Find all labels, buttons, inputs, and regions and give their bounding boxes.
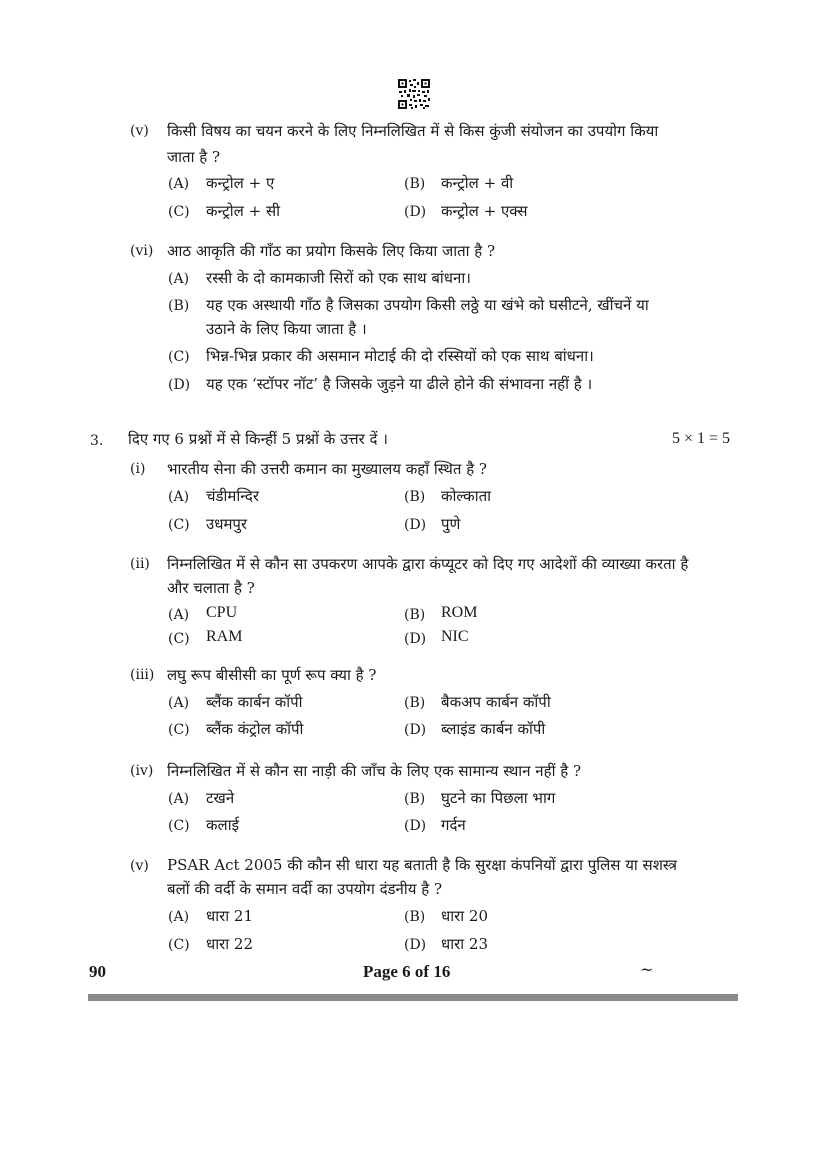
option-text: RAM [206, 628, 243, 645]
option-text: पुणे [441, 515, 461, 533]
option-letter: (D) [404, 722, 427, 738]
option-letter: (D) [404, 631, 427, 647]
option-letter: (D) [404, 204, 427, 220]
section-number: 3. [90, 433, 104, 449]
option-text: यह एक ‘स्टॉपर नॉट’ है जिसके जुड़ने या ढीले होने की संभावना नहीं है । [206, 375, 593, 393]
question-text-cont: बलों की वर्दी के समान वर्दी का उपयोग दंडनीय है ? [167, 880, 443, 898]
option-letter: (C) [168, 631, 190, 647]
option-text: NIC [441, 628, 469, 645]
option-letter: (A) [168, 489, 190, 505]
option-letter: (C) [168, 204, 190, 220]
option-text: कन्ट्रोल + सी [206, 202, 280, 220]
option-text: ब्लैंक कंट्रोल कॉपी [206, 720, 304, 738]
question-number: (v) [130, 123, 149, 139]
option-text: बैकअप कार्बन कॉपी [441, 693, 551, 711]
option-text: ROM [441, 604, 478, 621]
option-letter: (A) [168, 909, 190, 925]
option-text: ब्लैंक कार्बन कॉपी [206, 693, 303, 711]
question-number: (iv) [130, 763, 154, 779]
option-letter: (C) [168, 818, 190, 834]
option-letter: (D) [168, 377, 191, 393]
question-number: (v) [130, 858, 149, 874]
option-letter: (A) [168, 695, 190, 711]
qr-code-icon [397, 78, 431, 110]
option-letter: (D) [404, 517, 427, 533]
page-number: Page 6 of 16 [363, 962, 451, 981]
option-text: उधमपुर [206, 515, 248, 533]
option-text: कलाई [206, 816, 239, 834]
option-letter: (B) [404, 607, 426, 623]
option-text: धारा 23 [441, 935, 488, 953]
question-text: PSAR Act 2005 की कौन सी धारा यह बताती है कि सुरक्षा कंपनियों द्वारा पुलिस या सशस्त्र [167, 856, 678, 874]
option-letter: (B) [168, 298, 190, 314]
option-text: ब्लाइंड कार्बन कॉपी [441, 720, 546, 738]
option-letter: (A) [168, 791, 190, 807]
option-text: कन्ट्रोल + वी [441, 174, 514, 192]
option-text: CPU [206, 604, 238, 621]
section-instruction: दिए गए 6 प्रश्नों में से किन्हीं 5 प्रश्नों के उत्तर दें । [128, 430, 388, 448]
question-number: (iii) [130, 667, 155, 683]
option-letter: (C) [168, 722, 190, 738]
option-letter: (A) [168, 271, 190, 287]
option-letter: (B) [404, 695, 426, 711]
option-letter: (C) [168, 517, 190, 533]
paper-code: 90 [89, 962, 106, 981]
footer-divider [88, 994, 738, 1001]
option-text: टखने [206, 789, 235, 807]
question-text-cont: और चलाता है ? [167, 579, 255, 597]
option-text: कन्ट्रोल + एक्स [441, 202, 528, 220]
section-marks: 5 × 1 = 5 [672, 430, 731, 447]
option-letter: (C) [168, 937, 190, 953]
option-text: चंडीमन्दिर [206, 487, 260, 505]
option-letter: (B) [404, 909, 426, 925]
question-number: (ii) [130, 556, 150, 572]
option-text: कन्ट्रोल + ए [206, 174, 275, 192]
option-letter: (B) [404, 489, 426, 505]
option-text: धारा 21 [206, 907, 253, 925]
question-text: किसी विषय का चयन करने के लिए निम्नलिखित में से किस कुंजी संयोजन का उपयोग किया [167, 122, 659, 140]
question-text: आठ आकृति की गाँठ का प्रयोग किसके लिए किया जाता है ? [167, 242, 496, 260]
option-text: धारा 20 [441, 907, 488, 925]
option-text: धारा 22 [206, 935, 253, 953]
option-letter: (B) [404, 176, 426, 192]
option-text: भिन्न-भिन्न प्रकार की असमान मोटाई की दो रस्सियों को एक साथ बांधना। [206, 347, 594, 365]
question-number: (vi) [130, 243, 154, 259]
question-text: निम्नलिखित में से कौन सा नाड़ी की जाँच के लिए एक सामान्य स्थान नहीं है ? [167, 762, 582, 780]
question-number: (i) [130, 461, 146, 477]
option-letter: (A) [168, 607, 190, 623]
option-text: कोल्काता [441, 487, 492, 505]
footer-mark: ~ [640, 960, 654, 979]
option-letter: (D) [404, 937, 427, 953]
question-text-cont: जाता है ? [167, 148, 220, 166]
option-text: रस्सी के दो कामकाजी सिरों को एक साथ बांधना। [206, 269, 471, 287]
option-text: गर्दन [441, 816, 466, 834]
option-letter: (C) [168, 349, 190, 365]
option-letter: (D) [404, 818, 427, 834]
option-letter: (B) [404, 791, 426, 807]
question-text: लघु रूप बीसीसी का पूर्ण रूप क्या है ? [167, 666, 377, 684]
question-text: निम्नलिखित में से कौन सा उपकरण आपके द्वारा कंप्यूटर को दिए गए आदेशों की व्याख्या करता है [167, 555, 689, 573]
option-text-cont: उठाने के लिए किया जाता है । [206, 320, 367, 338]
question-text: भारतीय सेना की उत्तरी कमान का मुख्यालय कहाँ स्थित है ? [167, 460, 487, 478]
option-text: घुटने का पिछला भाग [441, 789, 556, 807]
option-letter: (A) [168, 176, 190, 192]
option-text: यह एक अस्थायी गाँठ है जिसका उपयोग किसी लठ्ठे या खंभे को घसीटने, खींचनें या [206, 296, 649, 314]
